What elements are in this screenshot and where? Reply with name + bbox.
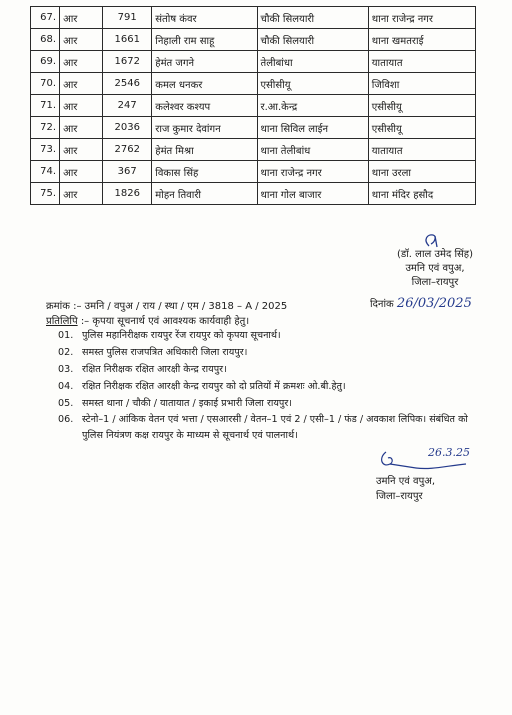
copy-intro: :– कृपया सूचनार्थ एवं आवश्यक कार्यवाही हेतु। bbox=[80, 316, 250, 327]
signature-scribble-1-icon bbox=[415, 232, 455, 248]
row-serial: 67. bbox=[31, 7, 60, 29]
row-rank: आर bbox=[60, 183, 103, 205]
distribution-item-text: समस्त थाना / चौकी / यातायात / इकाई प्रभारी जिला रायपुर। bbox=[82, 398, 292, 409]
row-number: 247 bbox=[103, 95, 152, 117]
row-from: थाना राजेन्द्र नगर bbox=[257, 161, 368, 183]
row-rank: आर bbox=[60, 95, 103, 117]
row-to: यातायात bbox=[368, 51, 475, 73]
distribution-list bbox=[58, 327, 478, 444]
row-name: मोहन तिवारी bbox=[152, 183, 257, 205]
row-to: यातायात bbox=[368, 139, 475, 161]
row-rank: आर bbox=[60, 117, 103, 139]
row-from: तेलीबांधा bbox=[257, 51, 368, 73]
transfer-table-body bbox=[31, 7, 476, 205]
distribution-item-number: 05. bbox=[58, 398, 74, 409]
table-row bbox=[31, 117, 476, 139]
order-number: क्रमांक :– उमनि / वपुअ / राय / स्था / एम / 3818 – A / 2025 bbox=[46, 301, 288, 312]
table-row bbox=[31, 95, 476, 117]
copy-label: प्रतिलिपि bbox=[46, 316, 78, 327]
row-serial: 68. bbox=[31, 29, 60, 51]
signatory-1-designation: उमनि एवं वपुअ, bbox=[405, 263, 465, 274]
transfer-table bbox=[30, 6, 476, 205]
signatory-1-name: (डॉ. लाल उमेद सिंह) bbox=[396, 249, 474, 260]
distribution-item bbox=[58, 378, 478, 395]
row-name: हेमंत मिश्रा bbox=[152, 139, 257, 161]
row-name: कमल धनकर bbox=[152, 73, 257, 95]
row-to: थाना मंदिर हसौद bbox=[368, 183, 475, 205]
distribution-item-number: 06. bbox=[58, 414, 74, 425]
row-rank: आर bbox=[60, 7, 103, 29]
row-to: थाना राजेन्द्र नगर bbox=[368, 7, 475, 29]
row-name: संतोष कंवर bbox=[152, 7, 257, 29]
copy-heading bbox=[46, 313, 249, 327]
signature-mark-2 bbox=[376, 448, 496, 474]
row-rank: आर bbox=[60, 29, 103, 51]
distribution-item-text: पुलिस महानिरीक्षक रायपुर रेंज रायपुर को कृपया सूचनार्थ। bbox=[82, 330, 281, 341]
signatory-2-designation: उमनि एवं वपुअ, bbox=[376, 476, 436, 487]
row-number: 791 bbox=[103, 7, 152, 29]
table-row bbox=[31, 51, 476, 73]
table-row bbox=[31, 29, 476, 51]
table-row bbox=[31, 161, 476, 183]
row-from: थाना गोल बाजार bbox=[257, 183, 368, 205]
distribution-item-number: 04. bbox=[58, 381, 74, 392]
row-rank: आर bbox=[60, 161, 103, 183]
signatory-block-1 bbox=[370, 232, 500, 290]
distribution-item-text: समस्त पुलिस राजपत्रित अधिकारी जिला रायपुर। bbox=[82, 347, 248, 358]
table-row bbox=[31, 73, 476, 95]
row-serial: 72. bbox=[31, 117, 60, 139]
row-serial: 70. bbox=[31, 73, 60, 95]
row-to: एसीसीयू bbox=[368, 117, 475, 139]
row-rank: आर bbox=[60, 51, 103, 73]
row-from: एसीसीयू bbox=[257, 73, 368, 95]
distribution-item-number: 03. bbox=[58, 364, 74, 375]
row-number: 1672 bbox=[103, 51, 152, 73]
row-from: र.आ.केन्द्र bbox=[257, 95, 368, 117]
distribution-item-text: रक्षित निरीक्षक रक्षित आरक्षी केन्द्र रायपुर को दो प्रतियों में क्रमशः ओ.बी.हेतु। bbox=[82, 381, 346, 392]
distribution-item-number: 01. bbox=[58, 330, 74, 341]
row-name: कलेश्वर कश्यप bbox=[152, 95, 257, 117]
row-rank: आर bbox=[60, 73, 103, 95]
signature-date: 26.3.25 bbox=[428, 446, 470, 459]
row-to: जिविशा bbox=[368, 73, 475, 95]
signature-mark-1 bbox=[370, 232, 500, 248]
row-name: हेमंत जगने bbox=[152, 51, 257, 73]
signatory-1-district: जिला–रायपुर bbox=[411, 277, 459, 288]
row-number: 2546 bbox=[103, 73, 152, 95]
distribution-item-number: 02. bbox=[58, 347, 74, 358]
row-name: राज कुमार देवांगन bbox=[152, 117, 257, 139]
order-date-value: 26/03/2025 bbox=[396, 296, 472, 311]
row-number: 1661 bbox=[103, 29, 152, 51]
order-date bbox=[370, 296, 472, 311]
row-serial: 71. bbox=[31, 95, 60, 117]
table-row bbox=[31, 183, 476, 205]
distribution-item-text: स्टेनो–1 / आंकिक वेतन एवं भत्ता / एसआरसी / वेतन–1 एवं 2 / एसी–1 / फंड / अवकाश लिपिक। संबंधित को पुलिस नियंत्रण कक्ष रायपुर के माध्यम से सूचनार्थ एवं पालनार्थ। bbox=[82, 414, 468, 441]
table-row bbox=[31, 139, 476, 161]
row-to: थाना खमतराई bbox=[368, 29, 475, 51]
row-serial: 69. bbox=[31, 51, 60, 73]
distribution-item bbox=[58, 327, 478, 344]
row-number: 2762 bbox=[103, 139, 152, 161]
row-to: थाना उरला bbox=[368, 161, 475, 183]
row-rank: आर bbox=[60, 139, 103, 161]
order-date-label: दिनांक bbox=[370, 299, 394, 310]
distribution-item bbox=[58, 361, 478, 378]
row-serial: 74. bbox=[31, 161, 60, 183]
row-from: चौकी सिलयारी bbox=[257, 7, 368, 29]
row-number: 367 bbox=[103, 161, 152, 183]
distribution-item bbox=[58, 412, 478, 444]
signatory-block-2 bbox=[376, 448, 496, 504]
row-number: 1826 bbox=[103, 183, 152, 205]
row-from: थाना सिविल लाईन bbox=[257, 117, 368, 139]
row-name: निहाली राम साहू bbox=[152, 29, 257, 51]
distribution-item bbox=[58, 344, 478, 361]
signatory-2-district: जिला–रायपुर bbox=[376, 491, 423, 502]
row-from: चौकी सिलयारी bbox=[257, 29, 368, 51]
row-serial: 75. bbox=[31, 183, 60, 205]
table-row bbox=[31, 7, 476, 29]
row-from: थाना तेलीबांध bbox=[257, 139, 368, 161]
row-to: एसीसीयू bbox=[368, 95, 475, 117]
distribution-item-text: रक्षित निरीक्षक रक्षित आरक्षी केन्द्र रायपुर। bbox=[82, 364, 227, 375]
row-serial: 73. bbox=[31, 139, 60, 161]
row-number: 2036 bbox=[103, 117, 152, 139]
distribution-item bbox=[58, 395, 478, 412]
row-name: विकास सिंह bbox=[152, 161, 257, 183]
